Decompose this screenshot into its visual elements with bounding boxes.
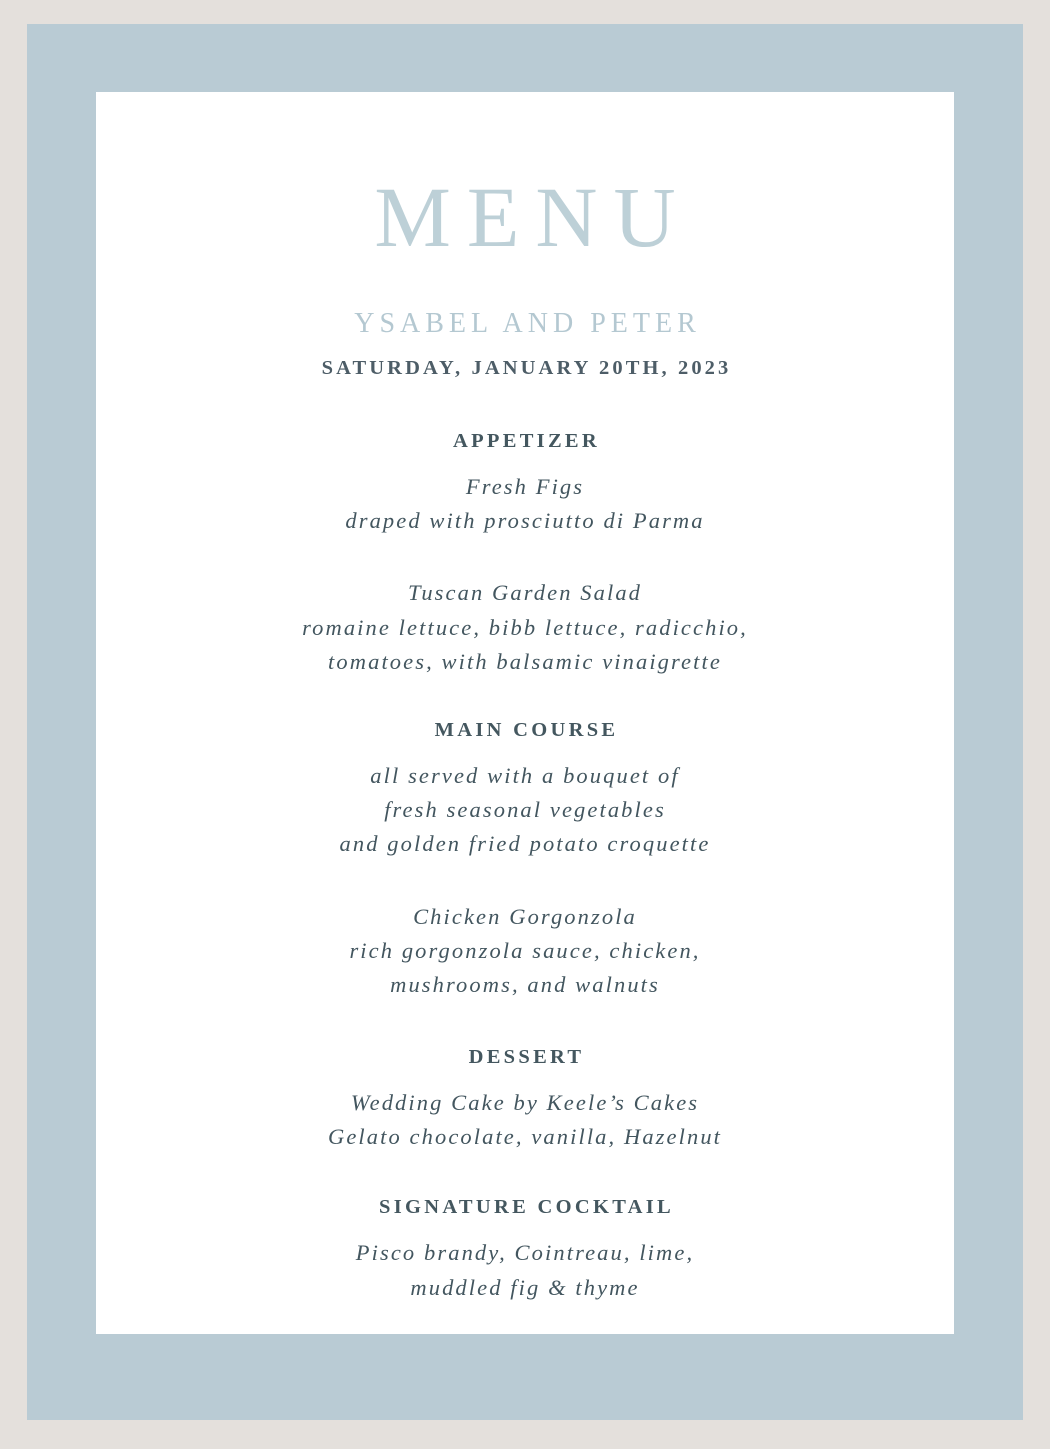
section-heading-appetizer: APPETIZER: [452, 430, 601, 452]
menu-item-description: muddled fig & thyme: [410, 1274, 640, 1300]
menu-item-description: and golden fried potato croquette: [339, 831, 711, 857]
menu-item: [96, 759, 954, 862]
menu-item-description: Pisco brandy, Cointreau, lime,: [355, 1240, 695, 1266]
event-date: SATURDAY, JANUARY 20TH, 2023: [321, 357, 732, 379]
section-signature-cocktail: [96, 1196, 954, 1304]
page-title: MENU: [374, 169, 692, 265]
section-heading-dessert: DESSERT: [468, 1046, 585, 1069]
menu-item-description: draped with prosciutto di Parma: [345, 508, 705, 534]
menu-item: [96, 576, 954, 679]
menu-item-description: mushrooms, and walnuts: [390, 971, 660, 997]
section-heading-signature-cocktail: SIGNATURE COCKTAIL: [379, 1196, 674, 1219]
section-main-course: [96, 719, 954, 1002]
menu-item: [96, 1236, 954, 1304]
menu-item-name: Tuscan Garden Salad: [407, 580, 643, 606]
menu-item-description: fresh seasonal vegetables: [384, 797, 666, 823]
section-appetizer: [96, 430, 954, 679]
menu-item-description: rich gorgonzola sauce, chicken,: [349, 937, 701, 963]
section-heading-main-course: MAIN COURSE: [434, 718, 619, 741]
menu-item-name: Chicken Gorgonzola: [413, 903, 637, 929]
menu-item-name: Wedding Cake by Keele’s Cakes: [350, 1090, 700, 1116]
menu-card: [96, 92, 954, 1334]
couple-names: YSABEL AND PETER: [354, 308, 701, 339]
menu-item: [96, 1086, 954, 1154]
menu-item-description: tomatoes, with balsamic vinaigrette: [328, 648, 722, 674]
menu-item-name: Fresh Figs: [465, 474, 585, 499]
menu-item-description: Gelato chocolate, vanilla, Hazelnut: [327, 1124, 723, 1150]
menu-item: [96, 900, 954, 1003]
section-dessert: [96, 1046, 954, 1154]
menu-item-description: romaine lettuce, bibb lettuce, radicchio,: [302, 614, 748, 640]
menu-item-description: all served with a bouquet of: [370, 762, 680, 788]
menu-item: [96, 470, 954, 538]
